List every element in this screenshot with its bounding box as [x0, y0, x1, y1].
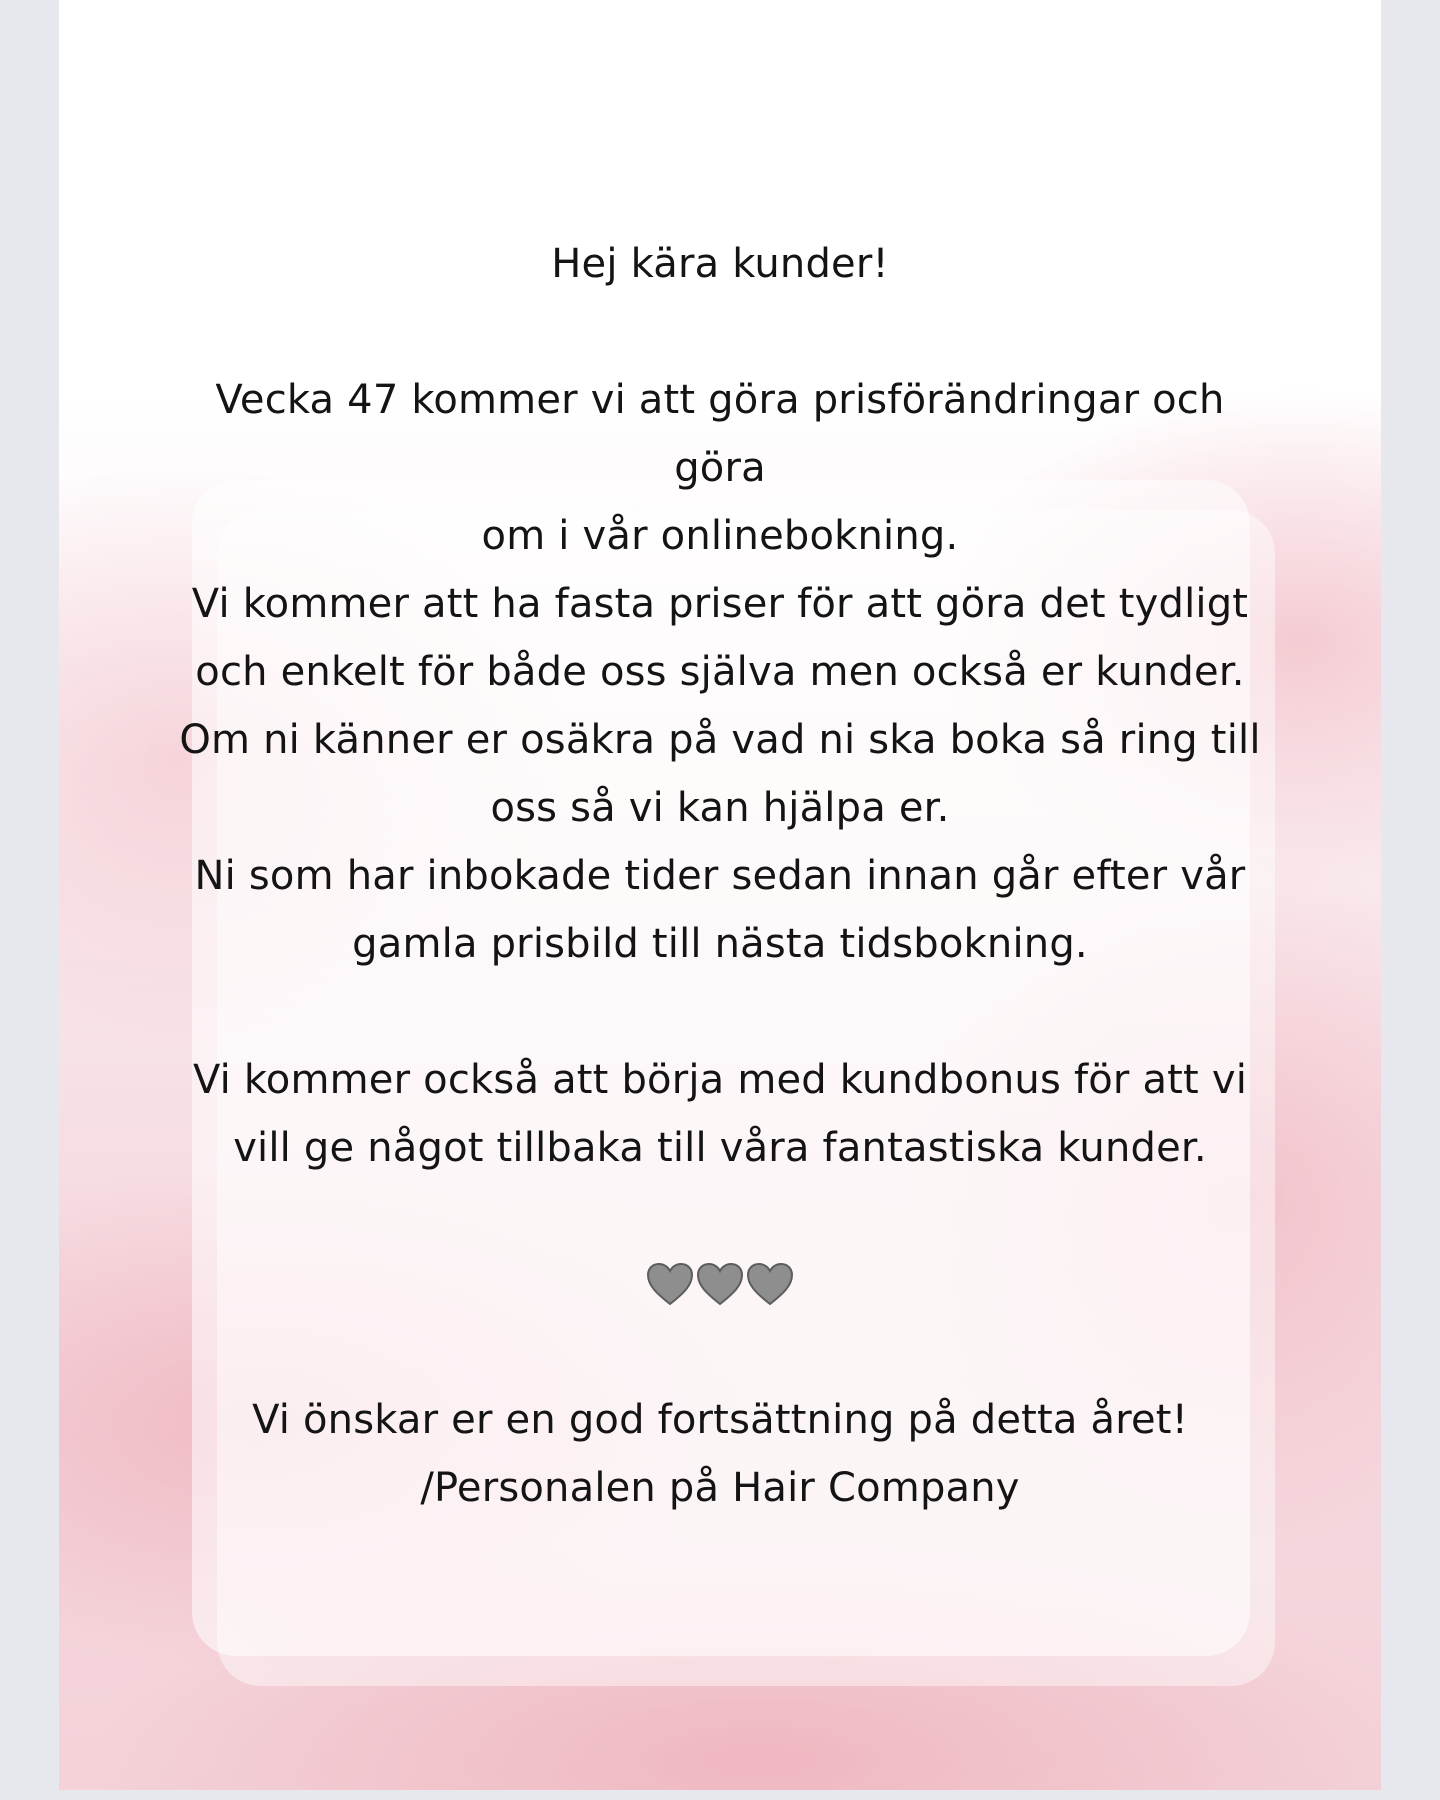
- message-content: [179, 230, 1261, 1522]
- greeting-text: Hej kära kunder!: [551, 241, 889, 287]
- grey-heart-icon: [696, 1262, 744, 1306]
- paragraph-price-changes: [179, 366, 1261, 978]
- text-line: Vecka 47 kommer vi att göra prisförändringar och göra: [215, 377, 1225, 491]
- spacer: [179, 978, 1261, 1046]
- text-line: Ni som har inbokade tider sedan innan går efter vår: [194, 853, 1246, 899]
- text-line: Om ni känner er osäkra på vad ni ska boka så ring till: [179, 717, 1261, 763]
- text-line: oss så vi kan hjälpa er.: [490, 785, 950, 831]
- text-line: och enkelt för både oss själva men också er kunder.: [195, 649, 1245, 695]
- text-line: Vi kommer att ha fasta priser för att göra det tydligt: [191, 581, 1249, 627]
- text-line: gamla prisbild till nästa tidsbokning.: [352, 921, 1088, 967]
- closing: [179, 1386, 1261, 1522]
- signature: /Personalen på Hair Company: [420, 1465, 1020, 1511]
- grey-heart-icon: [646, 1262, 694, 1306]
- closing-wish: Vi önskar er en god fortsättning på detta året!: [252, 1397, 1188, 1443]
- grey-heart-icon: [746, 1262, 794, 1306]
- paragraph-customer-bonus: [179, 1046, 1261, 1182]
- post-image: [59, 0, 1381, 1790]
- text-line: vill ge något tillbaka till våra fantastiska kunder.: [233, 1125, 1207, 1171]
- text-line: om i vår onlinebokning.: [481, 513, 959, 559]
- hearts-row: [179, 1250, 1261, 1318]
- text-line: Vi kommer också att börja med kundbonus för att vi: [192, 1057, 1248, 1103]
